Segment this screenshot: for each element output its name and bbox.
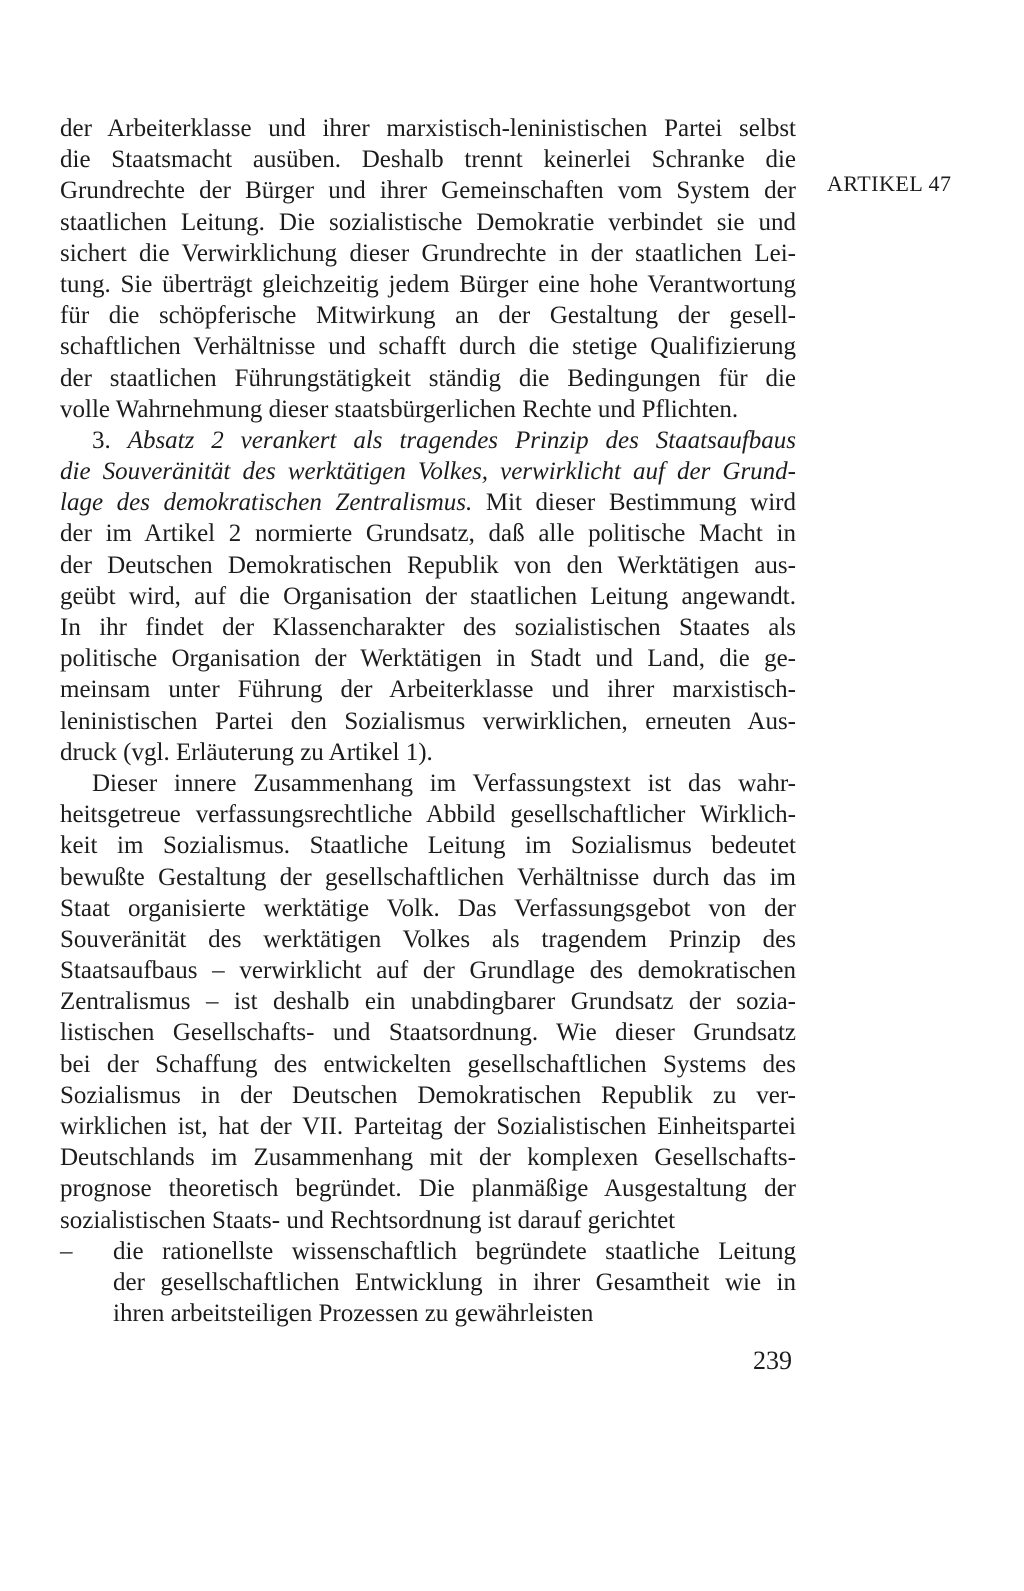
text-line (60, 581, 796, 612)
text-line (60, 425, 796, 456)
text-line (60, 893, 796, 924)
text-span: geübt wird, auf die Organisation der staatlichen Leitung angewandt. (60, 582, 796, 610)
text-line (60, 207, 796, 238)
text-span: meinsam unter Führung der Arbeiterklasse und ihrer marxistisch- (60, 676, 796, 704)
text-line (60, 924, 796, 955)
page-number: 239 (753, 1346, 792, 1375)
text-span: Mit dieser Bestimmung wird (472, 489, 797, 517)
text-span: Staat organisierte werktätige Volk. Das Verfassungsgebot von der (60, 894, 796, 922)
text-span: sozialistischen Staats- und Rechtsordnung ist darauf gerichtet (60, 1206, 676, 1234)
text-line (60, 674, 796, 705)
text-line (60, 1111, 796, 1142)
text-span: listischen Gesellschafts- und Staatsordnung. Wie dieser Grundsatz (60, 1019, 796, 1047)
text-line (60, 363, 796, 394)
text-line (60, 1142, 796, 1173)
text-line (60, 986, 796, 1017)
text-span: sichert die Verwirklichung dieser Grundrechte in der staatlichen Lei- (60, 239, 796, 267)
text-span: tung. Sie überträgt gleichzeitig jedem Bürger eine hohe Verantwortung (60, 270, 796, 298)
text-line (60, 518, 796, 549)
text-span: druck (vgl. Erläuterung zu Artikel 1). (60, 738, 433, 766)
text-line (60, 1236, 796, 1267)
text-line (60, 862, 796, 893)
text-span: In ihr findet der Klassencharakter des sozialistischen Staates als (60, 614, 796, 641)
text-span: für die schöpferische Mitwirkung an der Gestaltung der gesell- (60, 302, 796, 330)
text-span: der staatlichen Führungstätigkeit ständig die Bedingungen für die (60, 364, 796, 392)
text-span: Dieser innere Zusammenhang im Verfassungstext ist das wahr- (92, 769, 796, 797)
text-span: Souveränität des werktätigen Volkes als tragendem Prinzip des (60, 925, 796, 953)
text-span: Zentralismus – ist deshalb ein unabdingbarer Grundsatz der sozia- (60, 988, 796, 1016)
text-line (60, 1173, 796, 1204)
text-span: bei der Schaffung des entwickelten gesellschaftlichen Systems des (60, 1050, 796, 1078)
text-line (60, 737, 796, 768)
text-line (60, 955, 796, 986)
text-span: heitsgetreue verfassungsrechtliche Abbild gesellschaftlicher Wirklich- (60, 801, 796, 829)
text-span: schaftlichen Verhältnisse und schafft durch die stetige Qualifizierung (60, 333, 796, 361)
text-span: volle Wahrnehmung dieser staatsbürgerlichen Rechte und Pflichten. (60, 395, 739, 423)
text-line (60, 550, 796, 581)
text-line (60, 1017, 796, 1048)
text-span: Deutschlands im Zusammenhang mit der komplexen Gesellschafts- (60, 1144, 796, 1172)
text-span: der Arbeiterklasse und ihrer marxistisch-leninistischen Partei selbst (60, 115, 796, 142)
text-line (60, 238, 796, 269)
text-line (60, 144, 796, 175)
text-span: Staatsaufbaus – verwirklicht auf der Grundlage des demokratischen (60, 957, 796, 985)
text-span: Sozialismus in der Deutschen Demokratischen Republik zu ver- (60, 1081, 796, 1109)
text-line (60, 113, 796, 144)
text-span: der gesellschaftlichen Entwicklung in ihrer Gesamtheit wie in (113, 1268, 796, 1296)
text-span: der im Artikel 2 normierte Grundsatz, daß alle politische Macht in (60, 520, 796, 548)
text-line (60, 1298, 796, 1329)
text-span: staatlichen Leitung. Die sozialistische Demokratie verbindet sie und (60, 208, 796, 236)
text-line (60, 331, 796, 362)
text-span: bewußte Gestaltung der gesellschaftlichen Verhältnisse durch das im (60, 863, 796, 891)
text-line (60, 799, 796, 830)
text-line (60, 706, 796, 737)
text-line (60, 394, 796, 425)
text-line (60, 643, 796, 674)
text-line (60, 1080, 796, 1111)
text-span: der Deutschen Demokratischen Republik von den Werktätigen aus- (60, 551, 796, 579)
text-line (60, 768, 796, 799)
italic-text: die Souveränität des werktätigen Volkes, verwirklicht auf der Grund- (60, 458, 796, 486)
text-span: wirklichen ist, hat der VII. Parteitag der Sozialistischen Einheitspartei (60, 1113, 796, 1140)
text-line (60, 487, 796, 518)
text-line (60, 269, 796, 300)
text-span: leninistischen Partei den Sozialismus verwirklichen, erneuten Aus- (60, 707, 796, 735)
list-dash: – (60, 1237, 73, 1265)
italic-text: Absatz 2 verankert als tragendes Prinzip des Staatsaufbaus (127, 426, 797, 454)
margin-note-article: ARTIKEL 47 (827, 171, 952, 196)
text-line (60, 1049, 796, 1080)
text-span: keit im Sozialismus. Staatliche Leitung im Sozialismus bedeutet (60, 832, 796, 860)
italic-text: lage des demokratischen Zentralismus. (60, 489, 473, 517)
text-span: die rationellste wissenschaftlich begründete staatliche Leitung (113, 1237, 796, 1265)
text-line (60, 830, 796, 861)
text-span: prognose theoretisch begründet. Die planmäßige Ausgestaltung der (60, 1175, 796, 1203)
text-span: Grundrechte der Bürger und ihrer Gemeinschaften vom System der (60, 177, 796, 205)
text-line (60, 1267, 796, 1298)
body-text (60, 113, 796, 1329)
text-line (60, 612, 796, 643)
text-span: 3. (92, 426, 128, 454)
text-span: die Staatsmacht ausüben. Deshalb trennt keinerlei Schranke die (60, 146, 796, 174)
text-span: politische Organisation der Werktätigen in Stadt und Land, die ge- (60, 645, 796, 673)
text-line (60, 300, 796, 331)
text-line (60, 456, 796, 487)
text-line (60, 175, 796, 206)
text-line (60, 1205, 796, 1236)
text-span: ihren arbeitsteiligen Prozessen zu gewährleisten (113, 1300, 594, 1328)
